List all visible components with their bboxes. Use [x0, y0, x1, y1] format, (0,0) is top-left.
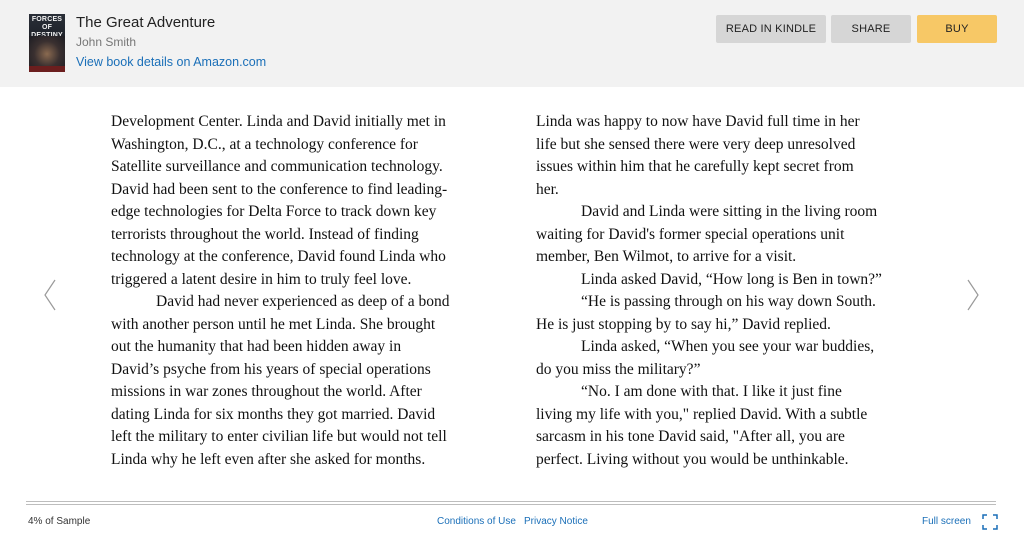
book-title: The Great Adventure: [76, 14, 216, 31]
fullscreen-button[interactable]: [982, 514, 998, 530]
text-line: dating Linda for six months they got married. David: [111, 405, 436, 423]
book-details-link[interactable]: View book details on Amazon.com: [76, 55, 267, 69]
text-line: “He is passing through on his way down South.: [581, 293, 876, 310]
text-line: waiting for David's former special operations unit: [536, 225, 845, 243]
privacy-notice-link[interactable]: Privacy Notice: [524, 516, 588, 527]
text-line: Linda was happy to now have David full time in her: [536, 113, 860, 130]
right-page-text: [536, 111, 921, 471]
text-line: Linda asked, “When you see your war buddies,: [581, 338, 875, 355]
footer-divider: [26, 501, 996, 505]
cover-band: [29, 66, 65, 72]
share-button[interactable]: SHARE: [831, 15, 911, 43]
text-line: Linda why he left even after she asked for months.: [111, 450, 426, 468]
book-author: John Smith: [76, 35, 137, 49]
book-header: [0, 0, 1024, 87]
text-line: out the humanity that had been hidden away in: [111, 338, 402, 355]
text-line: David and Linda were sitting in the living room: [581, 203, 878, 220]
text-line: perfect. Living without you would be unthinkable.: [536, 450, 849, 468]
reading-progress: 4% of Sample: [28, 516, 91, 527]
text-line: left the military to enter civilian life but would not tell: [111, 428, 447, 445]
chevron-right-icon: [963, 278, 983, 312]
book-cover[interactable]: [29, 14, 65, 72]
text-line: David had never experienced as deep of a bond: [156, 293, 450, 310]
conditions-of-use-link[interactable]: Conditions of Use: [437, 516, 516, 527]
left-page-text: [111, 111, 496, 471]
text-line: life but she sensed there were very deep unresolved: [536, 135, 856, 153]
cover-title: FORCES OF: [31, 16, 63, 31]
text-line: Linda asked David, “How long is Ben in town?”: [581, 270, 882, 288]
text-line: member, Ben Wilmot, to arrive for a visit.: [536, 248, 797, 265]
buy-button[interactable]: BUY: [917, 15, 997, 43]
text-line: missions in war zones throughout the world. After: [111, 383, 422, 400]
text-line: He is just stopping by to say hi,” David replied.: [536, 315, 831, 333]
text-line: David had been sent to the conference to find leading-: [111, 180, 448, 198]
text-line: living my life with you," replied David. With a subtle: [536, 405, 868, 423]
full-screen-link[interactable]: Full screen: [922, 516, 971, 527]
text-line: triggered a latent desire in him to truly feel love.: [111, 270, 412, 288]
text-line: with another person until he met Linda. She brought: [111, 315, 436, 333]
fullscreen-corners-icon: [982, 514, 998, 530]
text-line: technology at the conference, David found Linda who: [111, 248, 446, 265]
text-line: sarcasm in his tone David said, "After all, you are: [536, 428, 845, 445]
cover-art: [29, 36, 65, 66]
text-line: do you miss the military?”: [536, 360, 701, 378]
text-line: Satellite surveillance and communication technology.: [111, 158, 443, 175]
text-line: Development Center. Linda and David initially met in: [111, 113, 446, 130]
text-line: Washington, D.C., at a technology conference for: [111, 135, 418, 153]
text-line: David’s psyche from his years of special operations: [111, 360, 431, 378]
text-line: “No. I am done with that. I like it just fine: [581, 383, 842, 400]
next-page-button[interactable]: [963, 278, 983, 312]
read-in-kindle-button[interactable]: READ IN KINDLE: [716, 15, 826, 43]
text-line: her.: [536, 180, 559, 198]
text-line: issues within him that he carefully kept secret from: [536, 158, 854, 175]
text-line: edge technologies for Delta Force to track down key: [111, 203, 437, 220]
text-line: terrorists throughout the world. Instead of finding: [111, 225, 419, 243]
previous-page-button[interactable]: [40, 278, 60, 312]
chevron-left-icon: [40, 278, 60, 312]
